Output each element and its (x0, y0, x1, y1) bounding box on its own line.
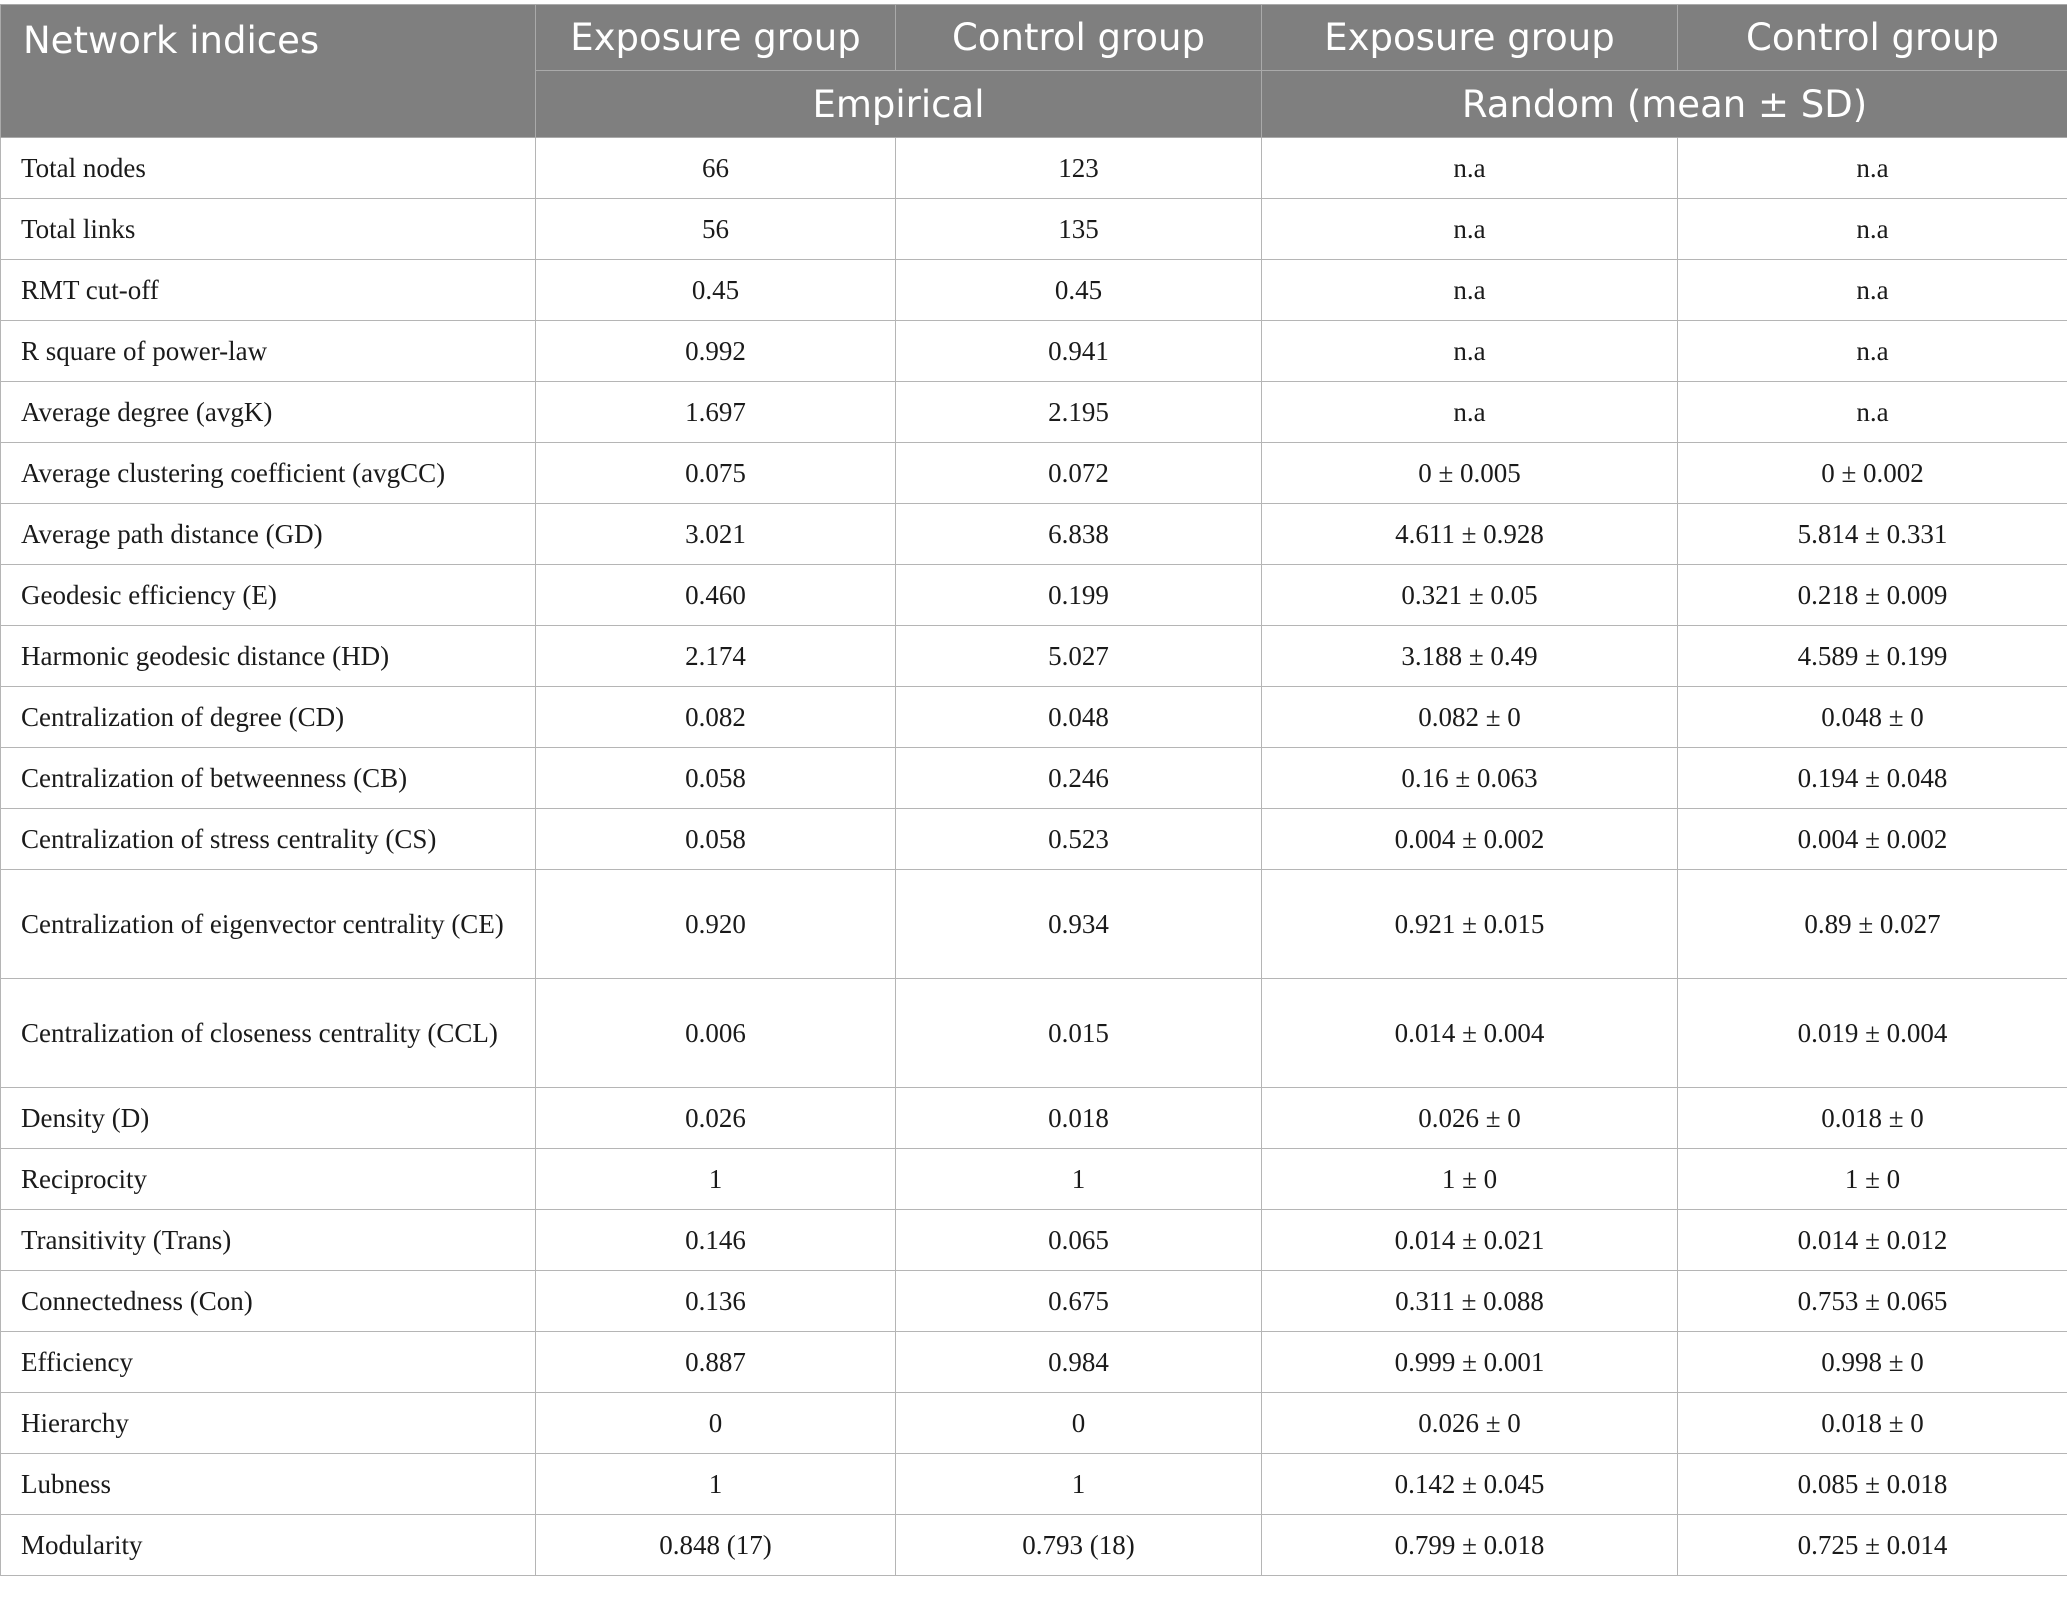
index-name-cell: Total nodes (1, 138, 536, 199)
empirical-exposure-cell: 0.026 (536, 1088, 896, 1149)
empirical-exposure-cell: 0.920 (536, 870, 896, 979)
table-row (1, 687, 2067, 748)
index-name-cell: Modularity (1, 1515, 536, 1576)
index-name-cell: R square of power-law (1, 321, 536, 382)
random-exposure-cell: 0.999 ± 0.001 (1262, 1332, 1678, 1393)
index-name-cell: Transitivity (Trans) (1, 1210, 536, 1271)
empirical-exposure-cell: 0.082 (536, 687, 896, 748)
index-name-cell: Reciprocity (1, 1149, 536, 1210)
table-row (1, 1149, 2067, 1210)
table-row (1, 1515, 2067, 1576)
random-control-cell: 0.018 ± 0 (1678, 1088, 2067, 1149)
empirical-control-cell: 0.072 (896, 443, 1262, 504)
table-row (1, 138, 2067, 199)
empirical-exposure-cell: 0.848 (17) (536, 1515, 896, 1576)
random-control-cell: 0 ± 0.002 (1678, 443, 2067, 504)
empirical-control-cell: 0 (896, 1393, 1262, 1454)
random-control-cell: 0.014 ± 0.012 (1678, 1210, 2067, 1271)
empirical-exposure-cell: 0.075 (536, 443, 896, 504)
random-exposure-cell: 0.16 ± 0.063 (1262, 748, 1678, 809)
empirical-exposure-cell: 3.021 (536, 504, 896, 565)
index-name-cell: Average path distance (GD) (1, 504, 536, 565)
index-name-cell: Centralization of stress centrality (CS) (1, 809, 536, 870)
empirical-exposure-cell: 0.887 (536, 1332, 896, 1393)
empirical-exposure-cell: 0.460 (536, 565, 896, 626)
random-control-cell: 0.753 ± 0.065 (1678, 1271, 2067, 1332)
empirical-control-cell: 1 (896, 1454, 1262, 1515)
empirical-control-cell: 0.984 (896, 1332, 1262, 1393)
index-name-cell: Connectedness (Con) (1, 1271, 536, 1332)
random-control-cell: n.a (1678, 382, 2067, 443)
random-control-cell: n.a (1678, 321, 2067, 382)
random-control-cell: 1 ± 0 (1678, 1149, 2067, 1210)
empirical-control-cell: 6.838 (896, 504, 1262, 565)
empirical-control-cell: 0.793 (18) (896, 1515, 1262, 1576)
random-exposure-cell: 0.142 ± 0.045 (1262, 1454, 1678, 1515)
index-name-cell: Average clustering coefficient (avgCC) (1, 443, 536, 504)
empirical-control-cell: 1 (896, 1149, 1262, 1210)
table-row (1, 870, 2067, 979)
empirical-exposure-cell: 0.146 (536, 1210, 896, 1271)
header-random: Random (mean ± SD) (1262, 71, 2067, 138)
random-control-cell: 0.218 ± 0.009 (1678, 565, 2067, 626)
index-name-cell: Centralization of closeness centrality (CCL) (1, 979, 536, 1088)
empirical-exposure-cell: 56 (536, 199, 896, 260)
empirical-exposure-cell: 0.058 (536, 748, 896, 809)
table-row (1, 1454, 2067, 1515)
empirical-exposure-cell: 0 (536, 1393, 896, 1454)
table-row (1, 1210, 2067, 1271)
table-header (1, 5, 2067, 138)
random-exposure-cell: n.a (1262, 199, 1678, 260)
header-empirical-exposure: Exposure group (536, 5, 896, 71)
empirical-control-cell: 0.523 (896, 809, 1262, 870)
empirical-control-cell: 5.027 (896, 626, 1262, 687)
header-empirical-control: Control group (896, 5, 1262, 71)
table-row (1, 1271, 2067, 1332)
random-control-cell: 0.018 ± 0 (1678, 1393, 2067, 1454)
random-control-cell: n.a (1678, 260, 2067, 321)
table-row (1, 1332, 2067, 1393)
table-row (1, 565, 2067, 626)
empirical-exposure-cell: 0.058 (536, 809, 896, 870)
table-row (1, 199, 2067, 260)
random-exposure-cell: 0.026 ± 0 (1262, 1088, 1678, 1149)
index-name-cell: RMT cut-off (1, 260, 536, 321)
random-control-cell: 0.085 ± 0.018 (1678, 1454, 2067, 1515)
index-name-cell: Centralization of degree (CD) (1, 687, 536, 748)
empirical-control-cell: 135 (896, 199, 1262, 260)
header-random-exposure: Exposure group (1262, 5, 1678, 71)
empirical-exposure-cell: 2.174 (536, 626, 896, 687)
empirical-control-cell: 0.45 (896, 260, 1262, 321)
empirical-exposure-cell: 0.45 (536, 260, 896, 321)
random-exposure-cell: 0.026 ± 0 (1262, 1393, 1678, 1454)
empirical-exposure-cell: 1 (536, 1149, 896, 1210)
random-exposure-cell: 4.611 ± 0.928 (1262, 504, 1678, 565)
random-exposure-cell: 0.082 ± 0 (1262, 687, 1678, 748)
empirical-control-cell: 0.941 (896, 321, 1262, 382)
header-random-control: Control group (1678, 5, 2067, 71)
random-control-cell: 0.194 ± 0.048 (1678, 748, 2067, 809)
table-row (1, 443, 2067, 504)
index-name-cell: Centralization of betweenness (CB) (1, 748, 536, 809)
table-row (1, 1393, 2067, 1454)
random-control-cell: 0.019 ± 0.004 (1678, 979, 2067, 1088)
index-name-cell: Harmonic geodesic distance (HD) (1, 626, 536, 687)
random-control-cell: 0.048 ± 0 (1678, 687, 2067, 748)
table-row (1, 626, 2067, 687)
table-row (1, 1088, 2067, 1149)
empirical-control-cell: 0.675 (896, 1271, 1262, 1332)
table-row (1, 979, 2067, 1088)
table-row (1, 809, 2067, 870)
header-network-indices: Network indices (1, 5, 536, 138)
index-name-cell: Average degree (avgK) (1, 382, 536, 443)
empirical-control-cell: 123 (896, 138, 1262, 199)
random-control-cell: 4.589 ± 0.199 (1678, 626, 2067, 687)
table-row (1, 321, 2067, 382)
empirical-control-cell: 0.015 (896, 979, 1262, 1088)
index-name-cell: Hierarchy (1, 1393, 536, 1454)
table-row (1, 504, 2067, 565)
random-exposure-cell: 0.921 ± 0.015 (1262, 870, 1678, 979)
random-exposure-cell: n.a (1262, 260, 1678, 321)
random-exposure-cell: 0.014 ± 0.021 (1262, 1210, 1678, 1271)
index-name-cell: Lubness (1, 1454, 536, 1515)
random-control-cell: 0.89 ± 0.027 (1678, 870, 2067, 979)
empirical-control-cell: 0.246 (896, 748, 1262, 809)
empirical-exposure-cell: 0.006 (536, 979, 896, 1088)
table-row (1, 382, 2067, 443)
index-name-cell: Efficiency (1, 1332, 536, 1393)
random-exposure-cell: n.a (1262, 138, 1678, 199)
index-name-cell: Density (D) (1, 1088, 536, 1149)
table-row (1, 260, 2067, 321)
random-exposure-cell: 0.004 ± 0.002 (1262, 809, 1678, 870)
random-control-cell: 5.814 ± 0.331 (1678, 504, 2067, 565)
random-exposure-cell: 0.799 ± 0.018 (1262, 1515, 1678, 1576)
random-control-cell: n.a (1678, 199, 2067, 260)
empirical-control-cell: 0.048 (896, 687, 1262, 748)
empirical-exposure-cell: 1 (536, 1454, 896, 1515)
empirical-exposure-cell: 0.136 (536, 1271, 896, 1332)
index-name-cell: Centralization of eigenvector centrality (CE) (1, 870, 536, 979)
random-exposure-cell: 0.311 ± 0.088 (1262, 1271, 1678, 1332)
empirical-exposure-cell: 1.697 (536, 382, 896, 443)
empirical-control-cell: 0.018 (896, 1088, 1262, 1149)
empirical-control-cell: 0.065 (896, 1210, 1262, 1271)
empirical-exposure-cell: 0.992 (536, 321, 896, 382)
random-control-cell: n.a (1678, 138, 2067, 199)
table-row (1, 748, 2067, 809)
empirical-control-cell: 2.195 (896, 382, 1262, 443)
empirical-control-cell: 0.199 (896, 565, 1262, 626)
random-control-cell: 0.725 ± 0.014 (1678, 1515, 2067, 1576)
random-exposure-cell: 0 ± 0.005 (1262, 443, 1678, 504)
random-exposure-cell: 0.014 ± 0.004 (1262, 979, 1678, 1088)
empirical-control-cell: 0.934 (896, 870, 1262, 979)
random-exposure-cell: 0.321 ± 0.05 (1262, 565, 1678, 626)
random-exposure-cell: 1 ± 0 (1262, 1149, 1678, 1210)
index-name-cell: Total links (1, 199, 536, 260)
random-exposure-cell: n.a (1262, 382, 1678, 443)
header-row-groups (1, 5, 2067, 71)
random-exposure-cell: 3.188 ± 0.49 (1262, 626, 1678, 687)
empirical-exposure-cell: 66 (536, 138, 896, 199)
network-indices-table (0, 4, 2067, 1576)
random-control-cell: 0.004 ± 0.002 (1678, 809, 2067, 870)
random-exposure-cell: n.a (1262, 321, 1678, 382)
random-control-cell: 0.998 ± 0 (1678, 1332, 2067, 1393)
index-name-cell: Geodesic efficiency (E) (1, 565, 536, 626)
header-empirical: Empirical (536, 71, 1262, 138)
table-body (1, 138, 2067, 1576)
